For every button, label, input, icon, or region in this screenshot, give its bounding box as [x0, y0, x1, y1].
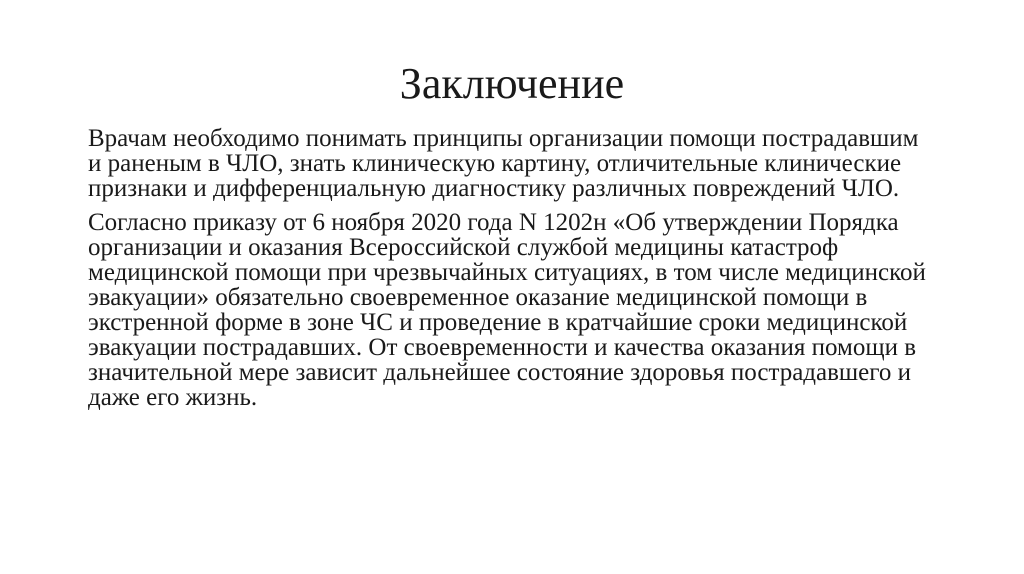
- slide-body: [88, 126, 938, 419]
- paragraph-intro: Врачам необходимо понимать принципы организации помощи пострадавшим и раненым в ЧЛО, знать клиническую картину, отличительные клинические признаки и дифференциальную диагностику различных повреждений ЧЛО.: [88, 125, 919, 202]
- slide-title: Заключение: [399, 59, 625, 108]
- paragraph-order: Согласно приказу от 6 ноября 2020 года N 1202н «Об утверждении Порядка организации и оказания Всероссийской службой медицины катастроф медицинской помощи при чрезвычайных ситуациях, в том числе медицинской эвакуации» обязательно своевременное оказание медицинской помощи в экстренной форме в зоне ЧС и проведение в кратчайшие сроки медицинской эвакуации пострадавших. От своевременности и качества оказания помощи в значительной мере зависит дальнейшее состояние здоровья пострадавшего и даже его жизнь.: [88, 209, 926, 411]
